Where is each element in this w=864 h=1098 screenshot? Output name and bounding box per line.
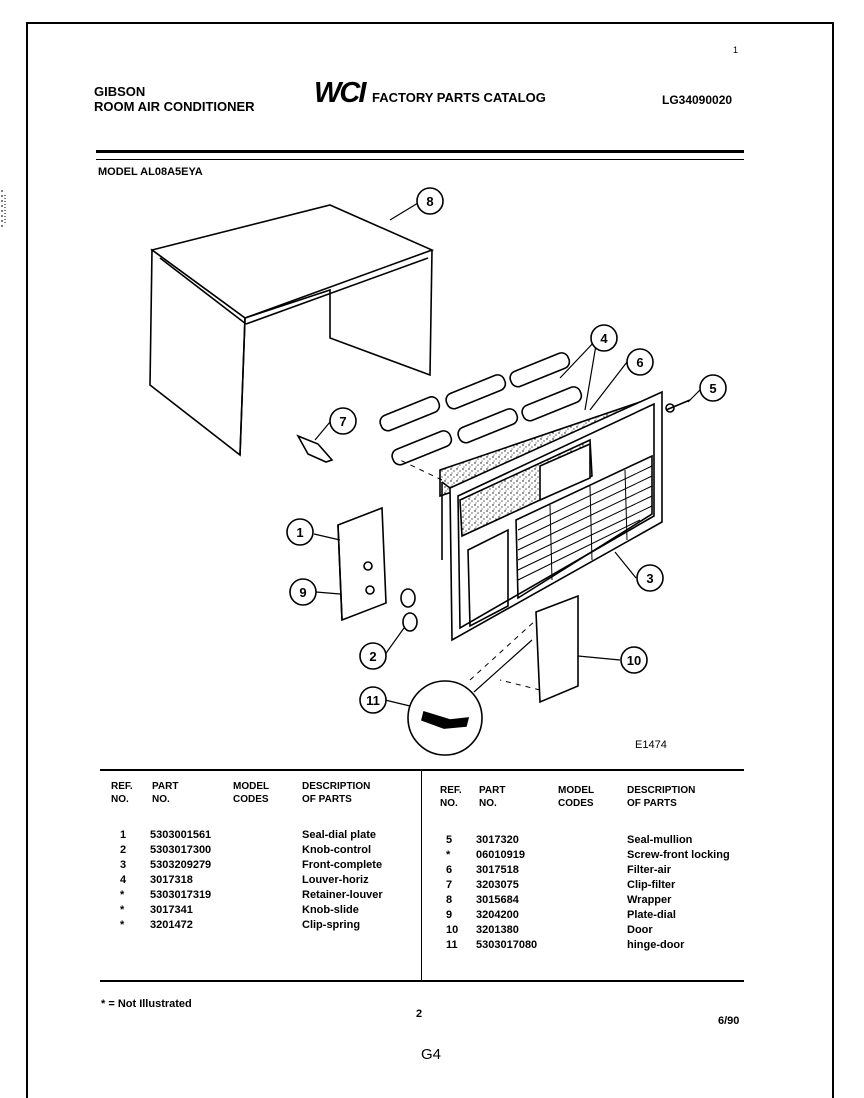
svg-text:5: 5 <box>709 381 717 396</box>
table-cell: 3201472 <box>150 919 193 931</box>
table-cell: 3203075 <box>476 879 519 891</box>
product-name: ROOM AIR CONDITIONER <box>94 99 255 114</box>
catalog-code: LG34090020 <box>662 93 733 107</box>
table-cell: * <box>120 889 125 901</box>
svg-text:11: 11 <box>366 693 380 708</box>
right-header-part: PART NO. <box>479 785 506 809</box>
svg-text:3: 3 <box>646 571 654 586</box>
catalog-title: FACTORY PARTS CATALOG <box>372 90 546 105</box>
callout-2 <box>360 643 386 669</box>
table-cell: Front-complete <box>302 859 383 871</box>
right-header-desc: DESCRIPTION OF PARTS <box>627 785 696 809</box>
svg-text:9: 9 <box>299 585 307 600</box>
table-cell: 7 <box>446 879 453 891</box>
table-cell: Knob-control <box>302 844 372 856</box>
revision-date: 6/90 <box>718 1015 740 1027</box>
table-cell: 3015684 <box>476 894 519 906</box>
left-header-part: PART NO. <box>152 781 179 805</box>
table-cell: Wrapper <box>627 894 672 906</box>
left-header-desc: DESCRIPTION OF PARTS <box>302 781 371 805</box>
table-cell: 3017341 <box>150 904 193 916</box>
table-cell: 5 <box>446 834 453 846</box>
left-ref-column <box>120 828 126 933</box>
table-cell: 1 <box>120 829 127 841</box>
table-cell: * <box>446 849 451 861</box>
table-cell: 3201380 <box>476 924 519 936</box>
table-cell: 5303017300 <box>150 844 212 856</box>
table-cell: 6 <box>446 864 453 876</box>
callout-3 <box>637 565 663 591</box>
callout-6 <box>627 349 653 375</box>
table-cell: Knob-slide <box>302 904 359 916</box>
svg-text:4: 4 <box>600 331 608 346</box>
table-cell: 9 <box>446 909 453 921</box>
callout-8 <box>417 188 443 214</box>
table-cell: Door <box>627 924 653 936</box>
front-complete-part <box>442 392 662 640</box>
table-cell: 06010919 <box>476 849 525 861</box>
svg-text:WCI: WCI <box>314 77 365 106</box>
table-cell: 5303017080 <box>476 939 538 951</box>
knob-control-part <box>401 589 417 631</box>
table-cell: 4 <box>120 874 127 886</box>
table-cell: 10 <box>446 924 459 936</box>
table-bottom-rule <box>100 980 744 982</box>
table-cell: Clip-filter <box>627 879 676 891</box>
corner-mark: 1 <box>733 45 739 55</box>
table-cell: Seal-mullion <box>627 834 693 846</box>
hinge-door-part <box>408 681 482 755</box>
table-cell: Plate-dial <box>627 909 676 921</box>
table-cell: * <box>120 919 125 931</box>
svg-text:2: 2 <box>369 649 377 664</box>
callout-4 <box>591 325 617 351</box>
table-cell: 8 <box>446 894 453 906</box>
callout-10 <box>621 647 647 673</box>
figure-code: E1474 <box>635 739 667 751</box>
callout-7 <box>330 408 356 434</box>
table-cell: 5303017319 <box>150 889 212 901</box>
right-header-ref: REF. NO. <box>440 785 462 809</box>
svg-text:10: 10 <box>626 653 642 668</box>
table-cell: 5303209279 <box>150 859 212 871</box>
left-part-column <box>150 828 211 933</box>
left-header-ref: REF. NO. <box>111 781 133 805</box>
table-cell: Filter-air <box>627 864 672 876</box>
right-part-column <box>476 833 537 953</box>
table-cell: 5303001561 <box>150 829 212 841</box>
table-cell: * <box>120 904 125 916</box>
table-cell: 3017318 <box>150 874 193 886</box>
svg-text:8: 8 <box>426 194 434 209</box>
right-header-model: MODEL CODES <box>558 785 595 809</box>
callout-1 <box>287 519 313 545</box>
callout-11 <box>360 687 386 713</box>
table-top-rule <box>100 769 744 771</box>
table-cell: 3 <box>120 859 127 871</box>
right-desc-column <box>627 833 730 953</box>
door-part <box>536 596 578 702</box>
wrapper-part <box>150 205 432 455</box>
table-cell: hinge-door <box>627 939 685 951</box>
callout-9 <box>290 579 316 605</box>
table-cell: 3204200 <box>476 909 519 921</box>
sheet-id: G4 <box>421 1046 442 1063</box>
table-cell: 11 <box>446 939 458 951</box>
table-cell: 3017518 <box>476 864 519 876</box>
page-number: 2 <box>416 1008 423 1020</box>
table-cell: 2 <box>120 844 127 856</box>
table-cell: Retainer-louver <box>302 889 383 901</box>
dial-plate-part <box>338 508 386 620</box>
table-cell: Screw-front locking <box>627 849 730 861</box>
callout-5 <box>700 375 726 401</box>
svg-text:6: 6 <box>636 355 644 370</box>
svg-text:7: 7 <box>339 414 347 429</box>
table-cell: Clip-spring <box>302 919 361 931</box>
right-ref-column <box>446 833 458 953</box>
model-label: MODEL AL08A5EYA <box>98 166 203 178</box>
scan-edge-mark <box>0 190 8 230</box>
not-illustrated-note: * = Not Illustrated <box>101 998 192 1010</box>
seal-mullion-part <box>666 400 690 412</box>
table-divider <box>421 771 422 980</box>
left-header-model: MODEL CODES <box>233 781 270 805</box>
left-desc-column <box>302 828 383 933</box>
table-cell: 3017320 <box>476 834 519 846</box>
svg-text:1: 1 <box>296 525 304 540</box>
brand-name: GIBSON <box>94 84 146 99</box>
table-cell: Louver-horiz <box>302 874 369 886</box>
table-cell: Seal-dial plate <box>302 829 376 841</box>
